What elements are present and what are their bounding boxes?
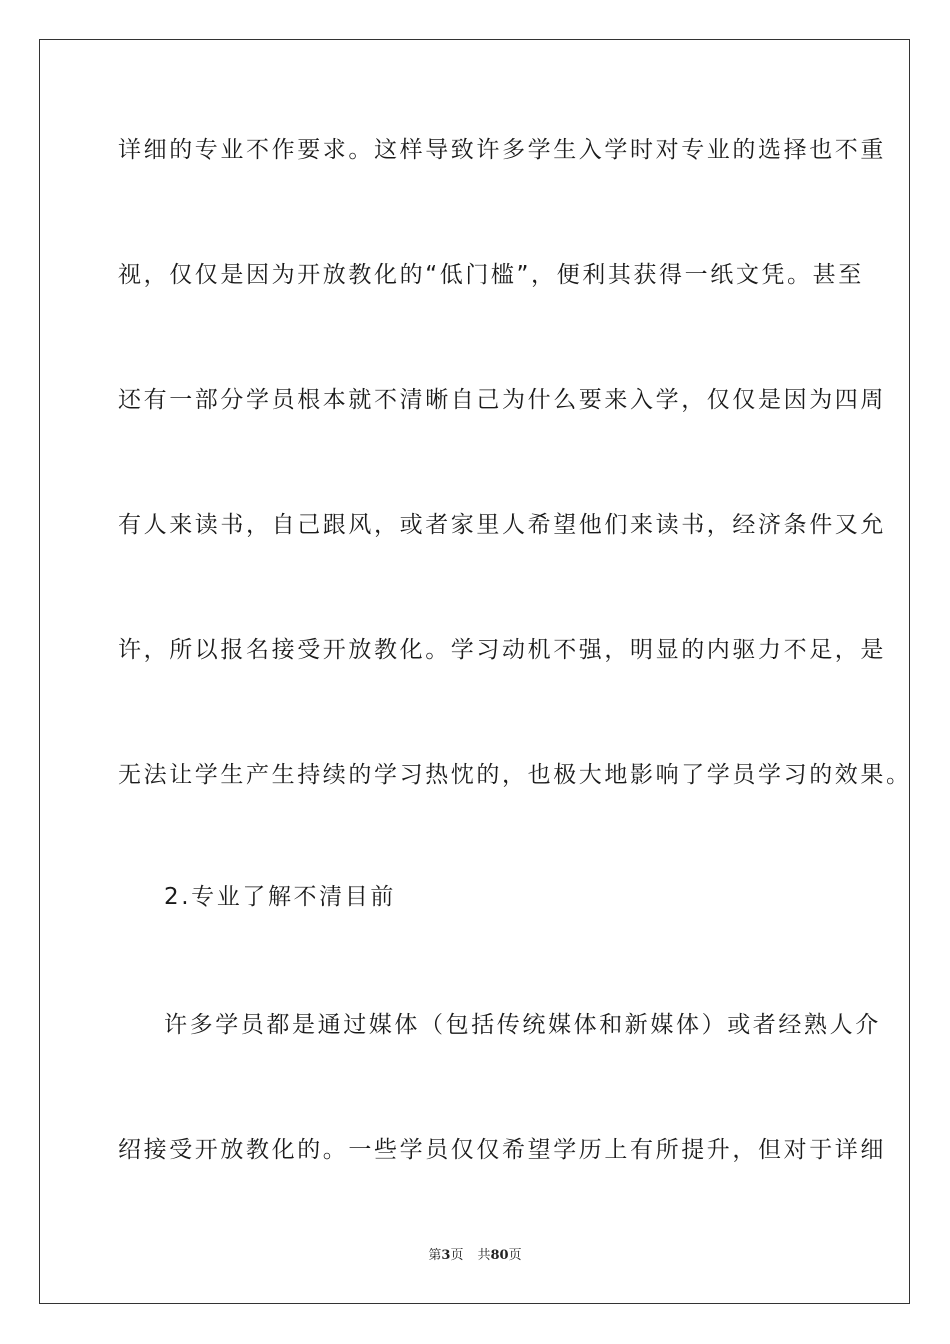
page-suffix: 页 [450, 1248, 464, 1263]
body-text-line: 视，仅仅是因为开放教化的“低门槛”，便利其获得一纸文凭。甚至 [118, 262, 864, 288]
total-page-count: 80 [490, 1248, 509, 1263]
body-text-line: 无法让学生产生持续的学习热忱的，也极大地影响了学员学习的效果。 [118, 762, 912, 788]
body-text-line: 绍接受开放教化的。一些学员仅仅希望学历上有所提升，但对于详细 [118, 1137, 886, 1163]
body-text-line: 详细的专业不作要求。这样导致许多学生入学时对专业的选择也不重 [118, 137, 886, 163]
page-prefix: 第 [428, 1248, 442, 1263]
page-border [39, 39, 910, 1304]
body-text-line: 许多学员都是通过媒体（包括传统媒体和新媒体）或者经熟人介 [164, 1012, 881, 1038]
current-page-number: 3 [441, 1248, 451, 1263]
total-prefix: 共 [477, 1248, 491, 1263]
page-footer [0, 1247, 950, 1265]
total-suffix: 页 [508, 1248, 522, 1263]
body-text-line: 还有一部分学员根本就不清晰自己为什么要来入学，仅仅是因为四周 [118, 387, 886, 413]
body-text-line: 有人来读书，自己跟风，或者家里人希望他们来读书，经济条件又允 [118, 512, 886, 538]
body-text-line: 许，所以报名接受开放教化。学习动机不强，明显的内驱力不足，是 [118, 637, 886, 663]
section-heading: 2.专业了解不清目前 [164, 884, 396, 910]
